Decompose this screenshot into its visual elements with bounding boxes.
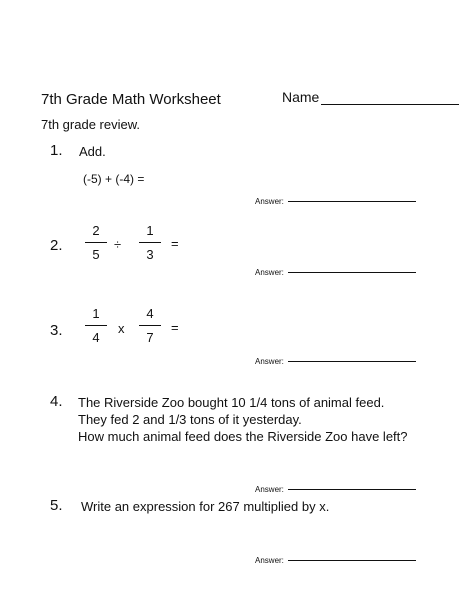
fraction-numerator: 4 <box>146 306 154 321</box>
fraction-numerator: 1 <box>92 306 100 321</box>
question-1-text: Add. <box>79 144 106 159</box>
question-4-line-3: How much animal feed does the Riverside Zoo have left? <box>78 429 408 444</box>
question-4-answer <box>255 485 416 494</box>
question-1-number: 1. <box>50 142 63 159</box>
question-2-fraction-2 <box>139 222 161 263</box>
answer-line <box>288 201 416 202</box>
question-4-line-1: The Riverside Zoo bought 10 1/4 tons of animal feed. <box>78 395 385 410</box>
answer-line <box>288 560 416 561</box>
answer-label: Answer: <box>255 197 284 206</box>
question-1-answer <box>255 197 416 206</box>
answer-label: Answer: <box>255 357 284 366</box>
question-5-answer <box>255 556 416 565</box>
worksheet-title: 7th Grade Math Worksheet <box>41 91 221 108</box>
answer-label: Answer: <box>255 556 284 565</box>
worksheet-subtitle: 7th grade review. <box>41 117 141 132</box>
answer-line <box>288 361 416 362</box>
answer-label: Answer: <box>255 268 284 277</box>
fraction-denominator: 7 <box>146 330 154 345</box>
fraction-bar <box>139 242 161 243</box>
question-2-number: 2. <box>50 237 63 254</box>
name-blank-line <box>321 90 459 105</box>
question-2-answer <box>255 268 416 277</box>
fraction-bar <box>85 242 107 243</box>
name-label: Name <box>282 89 320 105</box>
fraction-bar <box>139 325 161 326</box>
question-3-number: 3. <box>50 322 63 339</box>
fraction-numerator: 1 <box>146 223 154 238</box>
fraction-denominator: 5 <box>92 247 100 262</box>
question-2-equals: = <box>171 236 179 251</box>
question-2-fraction-1 <box>85 222 107 263</box>
answer-line <box>288 272 416 273</box>
fraction-numerator: 2 <box>92 223 100 238</box>
fraction-bar <box>85 325 107 326</box>
question-3-answer <box>255 357 416 366</box>
answer-label: Answer: <box>255 485 284 494</box>
question-4-line-2: They fed 2 and 1/3 tons of it yesterday. <box>78 412 302 427</box>
question-3-fraction-1 <box>85 305 107 346</box>
question-3-operator: x <box>118 321 125 336</box>
question-4-number: 4. <box>50 393 63 410</box>
question-3-equals: = <box>171 320 179 335</box>
question-5-number: 5. <box>50 497 63 514</box>
answer-line <box>288 489 416 490</box>
question-5-text: Write an expression for 267 multiplied by x. <box>81 499 330 514</box>
fraction-denominator: 3 <box>146 247 154 262</box>
name-field <box>282 89 459 105</box>
fraction-denominator: 4 <box>92 330 100 345</box>
question-3-fraction-2 <box>139 305 161 346</box>
question-2-operator: ÷ <box>114 237 122 252</box>
question-1-expression: (-5) + (-4) = <box>83 172 145 186</box>
